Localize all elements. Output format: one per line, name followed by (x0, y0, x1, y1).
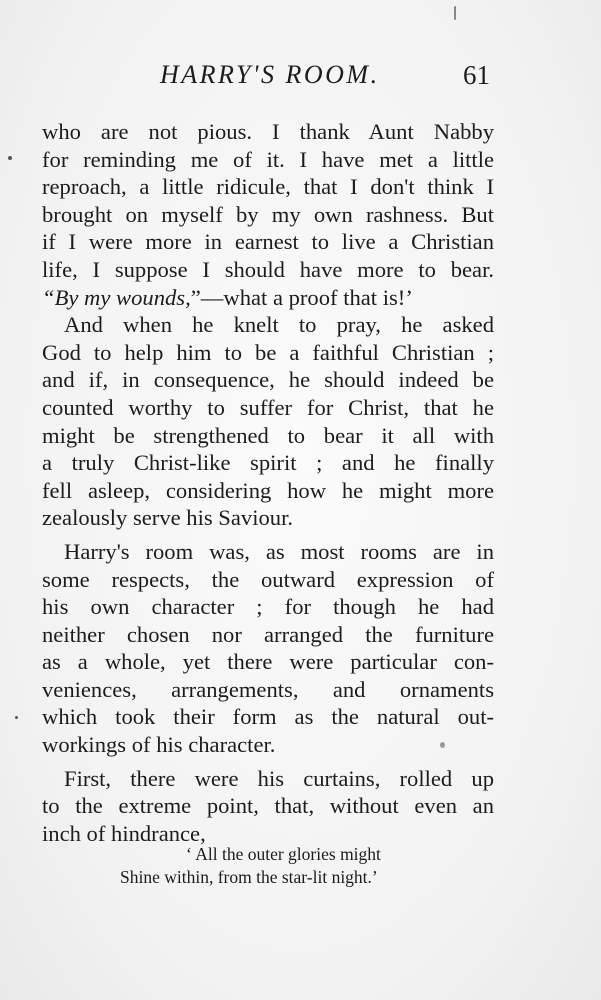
text-line: workings of his character. (42, 732, 276, 758)
text-line: which took their form as the natural out- (42, 704, 494, 730)
text-line: to the extreme point, that, without even an (42, 793, 494, 819)
paragraph-1 (42, 118, 494, 311)
verse-line: Shine within, from the star-lit night.’ (120, 867, 378, 887)
text-line: inch of hindrance, (42, 820, 206, 846)
text-line: his own character ; for though he had (42, 594, 494, 620)
text-line: fell asleep, considering how he might more (42, 477, 494, 503)
quote-remainder: ”—what a proof that is!’ (190, 284, 413, 310)
paper-speck (440, 742, 445, 748)
text-line: zealously serve his Saviour. (42, 505, 293, 531)
verse-quotation (120, 843, 450, 889)
text-line: counted worthy to suffer for Christ, that he (42, 394, 494, 420)
body-text (42, 118, 494, 847)
text-line: God to help him to be a faithful Christian ; (42, 339, 494, 365)
page-number: 61 (463, 60, 490, 90)
text-line: And when he knelt to pray, he asked (64, 312, 494, 338)
text-line: might be strengthened to bear it all with (42, 422, 494, 448)
text-line: First, there were his curtains, rolled up (64, 765, 494, 791)
text-line: a truly Christ-like spirit ; and he finally (42, 450, 494, 476)
text-line: neither chosen nor arranged the furniture (42, 621, 494, 647)
text-line (42, 284, 494, 312)
text-line: as a whole, yet there were particular con- (42, 649, 494, 675)
page-header (0, 60, 601, 100)
text-line: veniences, arrangements, and ornaments (42, 676, 494, 702)
paper-speck (15, 716, 18, 719)
running-head: HARRY'S ROOM. (160, 60, 380, 89)
text-line: reproach, a little ridicule, that I don't think I (42, 174, 494, 200)
text-line: brought on myself by my own rashness. But (42, 201, 494, 227)
paper-speck (8, 156, 12, 160)
text-line: Harry's room was, as most rooms are in (64, 538, 494, 564)
text-line: life, I suppose I should have more to bear. (42, 256, 494, 282)
text-line: some respects, the outward expression of (42, 566, 494, 592)
paper-speck (454, 6, 456, 20)
italic-quote: “By my wounds, (42, 284, 191, 310)
paragraph-2 (42, 311, 494, 532)
text-line: who are not pious. I thank Aunt Nabby (42, 119, 494, 144)
text-line: for reminding me of it. I have met a little (42, 146, 494, 172)
paragraph-3 (42, 538, 494, 759)
text-line: and if, in consequence, he should indeed be (42, 367, 494, 393)
text-line: if I were more in earnest to live a Christian (42, 229, 494, 255)
verse-line: ‘ All the outer glories might (186, 844, 381, 864)
paragraph-4 (42, 765, 494, 848)
